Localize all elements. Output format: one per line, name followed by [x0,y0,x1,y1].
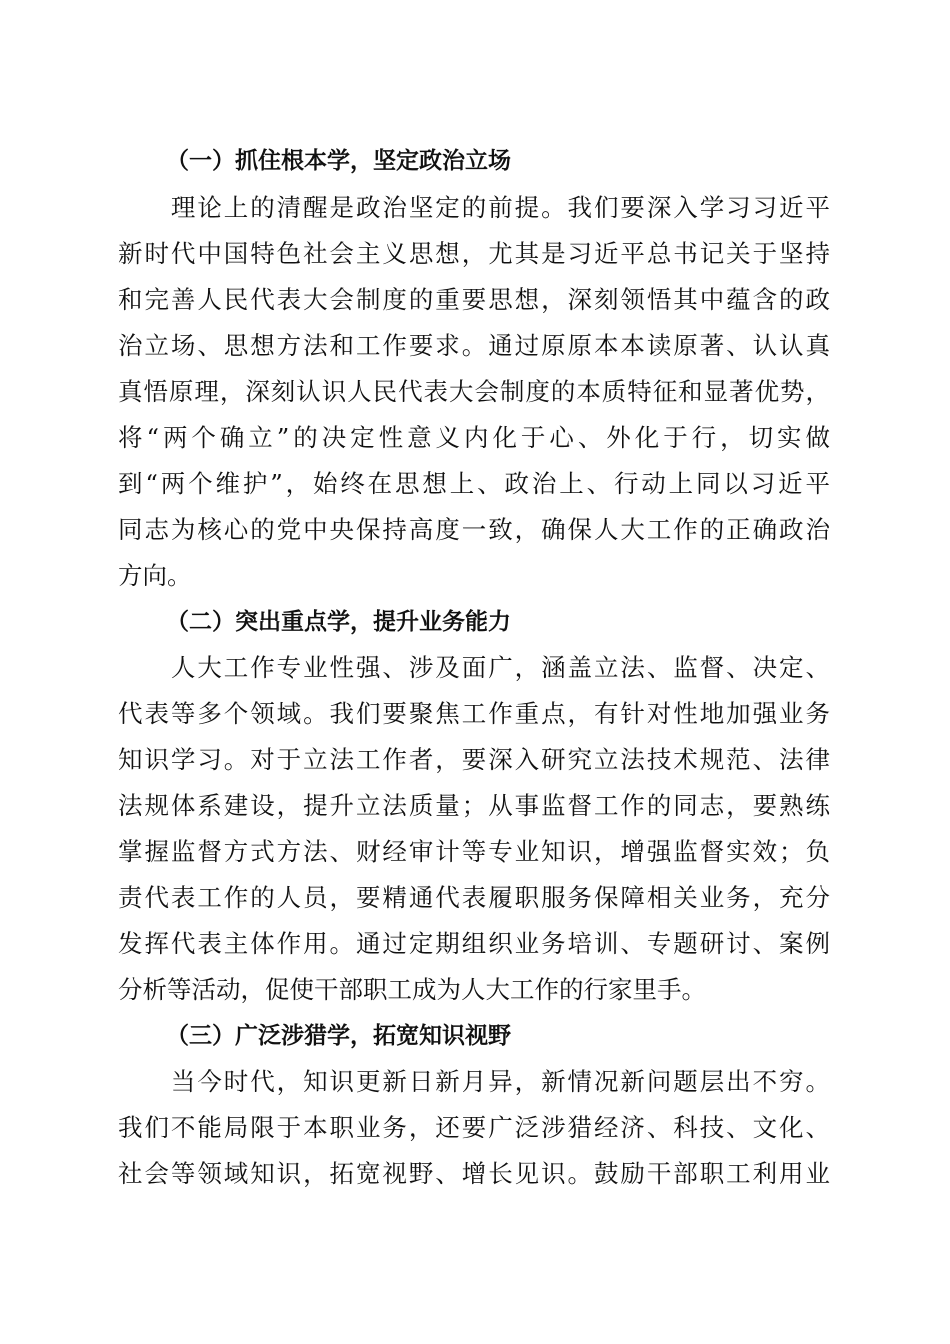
section-1-line-1: 理论上的清醒是政治坚定的前提。我们要深入学习习近平 [118,193,830,222]
section-3-line-3: 社会等领域知识，拓宽视野、增长见识。鼓励干部职工利用业 [118,1159,830,1188]
section-2-line-3: 知识学习。对于立法工作者，要深入研究立法技术规范、法律 [118,745,830,774]
section-2-line-1: 人大工作专业性强、涉及面广，涵盖立法、监督、决定、 [118,653,830,682]
section-1-line-2: 新时代中国特色社会主义思想，尤其是习近平总书记关于坚持 [118,239,830,268]
section-1-line-7: 到“两个维护”，始终在思想上、政治上、行动上同以习近平 [118,469,830,498]
section-2-line-2: 代表等多个领域。我们要聚焦工作重点，有针对性地加强业务 [118,699,830,728]
section-1-line-4: 治立场、思想方法和工作要求。通过原原本本读原著、认认真 [118,331,830,360]
section-2-heading: （二）突出重点学，提升业务能力 [166,609,511,635]
section-1-heading: （一）抓住根本学，坚定政治立场 [166,148,511,174]
section-2-line-4: 法规体系建设，提升立法质量；从事监督工作的同志，要熟练 [118,791,830,820]
section-2-line-7: 发挥代表主体作用。通过定期组织业务培训、专题研讨、案例 [118,929,830,958]
section-1-line-5: 真悟原理，深刻认识人民代表大会制度的本质特征和显著优势， [118,377,830,406]
section-3-line-2: 我们不能局限于本职业务，还要广泛涉猎经济、科技、文化、 [118,1113,830,1142]
section-2-line-6: 责代表工作的人员，要精通代表履职服务保障相关业务，充分 [118,883,830,912]
section-1-line-9: 方向。 [118,561,192,590]
section-3-heading: （三）广泛涉猎学，拓宽知识视野 [166,1023,511,1049]
section-1-line-8: 同志为核心的党中央保持高度一致，确保人大工作的正确政治 [118,515,830,544]
section-1-line-3: 和完善人民代表大会制度的重要思想，深刻领悟其中蕴含的政 [118,285,830,314]
section-2-line-5: 掌握监督方式方法、财经审计等专业知识，增强监督实效；负 [118,837,830,866]
section-2-line-8: 分析等活动，促使干部职工成为人大工作的行家里手。 [118,975,706,1004]
section-3-line-1: 当今时代，知识更新日新月异，新情况新问题层出不穷。 [118,1067,830,1096]
section-1-line-6: 将“两个确立”的决定性意义内化于心、外化于行，切实做 [118,423,830,452]
